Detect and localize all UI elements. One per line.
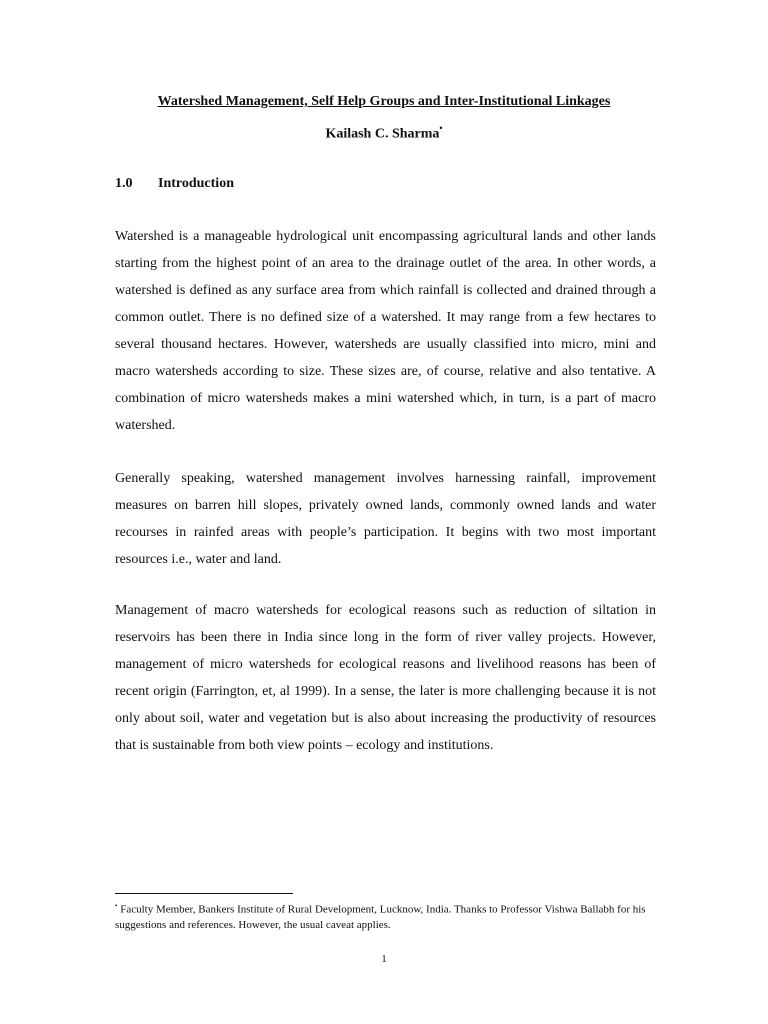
- author-name: Kailash C. Sharma: [325, 126, 440, 142]
- section-title: Introduction: [158, 176, 234, 191]
- author-footnote-marker: •: [439, 123, 443, 133]
- paragraph-3: Management of macro watersheds for ecological reasons such as reduction of siltation in reservoirs has been there in India since long in the form of river valley projects. However, management of micro watersheds for ecological reasons and livelihood reasons has been of recent origin (Farrington, et, al 1999). In a sense, the later is more challenging because it is not only about soil, water and vegetation but is also about increasing the productivity of resources that is sustainable from both view points – ecology and institutions.: [115, 603, 656, 753]
- footnote-text: Faculty Member, Bankers Institute of Rural Development, Lucknow, India. Thanks to Professor Vishwa Ballabh for his suggestions and references. However, the usual caveat applies.: [115, 903, 646, 931]
- document-title: Watershed Management, Self Help Groups and Inter-Institutional Linkages: [157, 94, 611, 109]
- section-number: 1.0: [115, 176, 133, 191]
- page-number: 1: [381, 953, 387, 965]
- section-heading: [115, 176, 234, 192]
- paragraph-1: Watershed is a manageable hydrological unit encompassing agricultural lands and other lands starting from the highest point of an area to the drainage outlet of the area. In other words, a watershed is defined as any surface area from which rainfall is collected and drained through a common outlet. There is no defined size of a watershed. It may range from a few hectares to several thousand hectares. However, watersheds are usually classified into micro, mini and macro watersheds according to size. These sizes are, of course, relative and also tentative. A combination of micro watersheds makes a mini watershed which, in turn, is a part of macro watershed.: [115, 229, 656, 433]
- footnote: [115, 899, 660, 933]
- author-line: [0, 121, 768, 143]
- paragraph-2: Generally speaking, watershed management involves harnessing rainfall, improvement measures on barren hill slopes, privately owned lands, commonly owned lands and water recourses in rainfed areas with people’s participation. It begins with two most important resources i.e., water and land.: [115, 471, 656, 567]
- footnote-marker: •: [115, 902, 118, 910]
- footnote-divider: [115, 893, 293, 894]
